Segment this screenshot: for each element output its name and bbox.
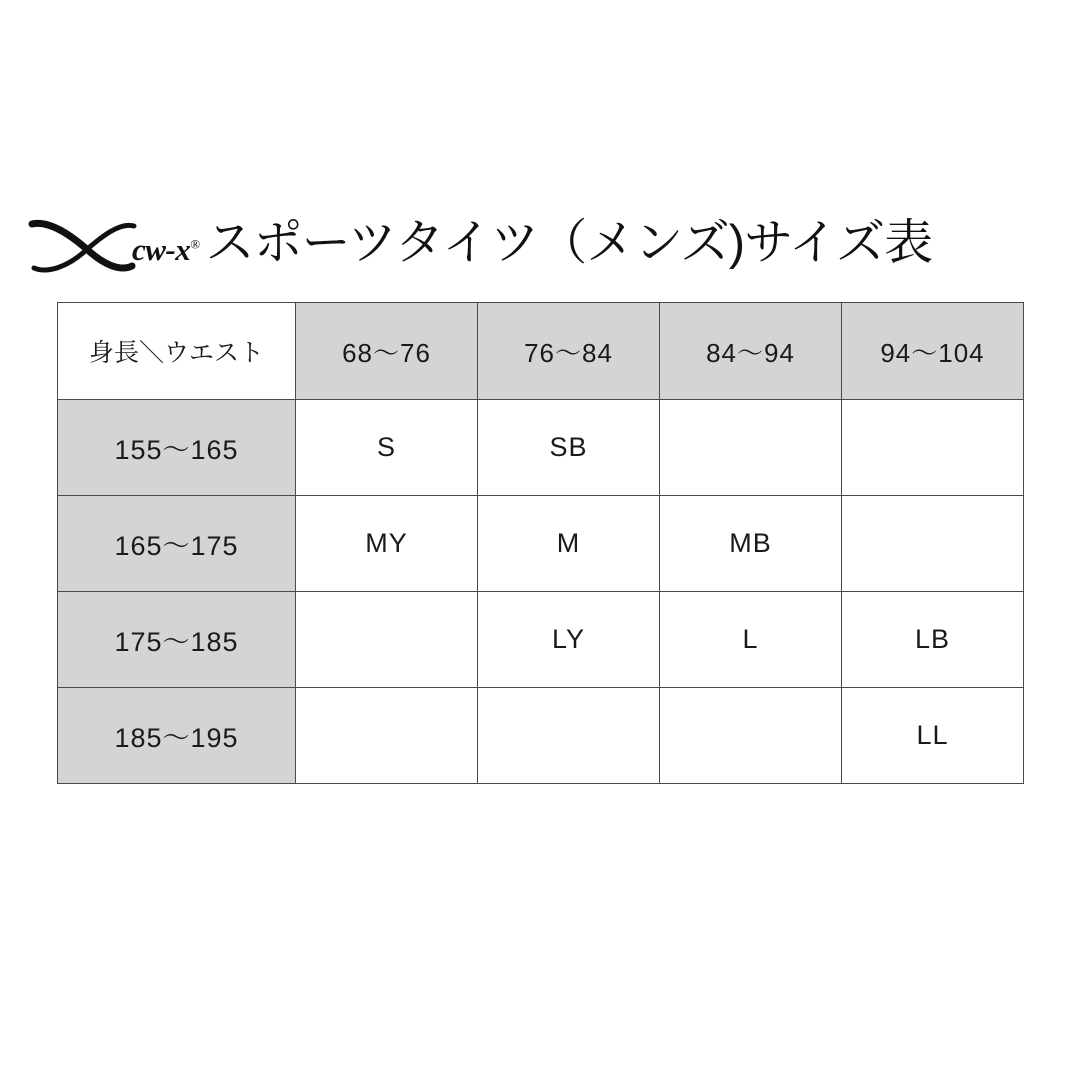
cell-r1c4 (842, 400, 1024, 496)
cell-r1c1: S (296, 400, 478, 496)
table-row (58, 688, 1024, 784)
cell-r2c1: MY (296, 496, 478, 592)
row-header-height-4: 185〜195 (58, 688, 296, 784)
cell-r3c1 (296, 592, 478, 688)
column-header-waist-1: 68〜76 (296, 303, 478, 400)
cell-r4c3 (660, 688, 842, 784)
cell-r4c1 (296, 688, 478, 784)
row-header-height-3: 175〜185 (58, 592, 296, 688)
brand-logo (28, 210, 200, 280)
table-corner-header: 身長＼ウエスト (58, 303, 296, 400)
table-row (58, 592, 1024, 688)
registered-mark: ® (190, 236, 200, 252)
row-header-height-2: 165〜175 (58, 496, 296, 592)
cell-r4c4: LL (842, 688, 1024, 784)
cell-r2c4 (842, 496, 1024, 592)
title-row (28, 205, 1058, 285)
column-header-waist-3: 84〜94 (660, 303, 842, 400)
brand-wordmark (132, 232, 200, 268)
column-header-waist-4: 94〜104 (842, 303, 1024, 400)
cell-r4c2 (478, 688, 660, 784)
cell-r2c2: M (478, 496, 660, 592)
size-table (57, 302, 1024, 784)
cell-r3c3: L (660, 592, 842, 688)
row-header-height-1: 155〜165 (58, 400, 296, 496)
cell-r1c2: SB (478, 400, 660, 496)
page-title: スポーツタイツ（メンズ)サイズ表 (205, 215, 933, 270)
column-header-waist-2: 76〜84 (478, 303, 660, 400)
cell-r3c2: LY (478, 592, 660, 688)
cwx-crossed-lines-icon (28, 210, 138, 280)
table-row (58, 400, 1024, 496)
cell-r1c3 (660, 400, 842, 496)
table-row (58, 496, 1024, 592)
cell-r3c4: LB (842, 592, 1024, 688)
table-header-row (58, 303, 1024, 400)
brand-wordmark-text: cw-x (132, 232, 191, 267)
cell-r2c3: MB (660, 496, 842, 592)
